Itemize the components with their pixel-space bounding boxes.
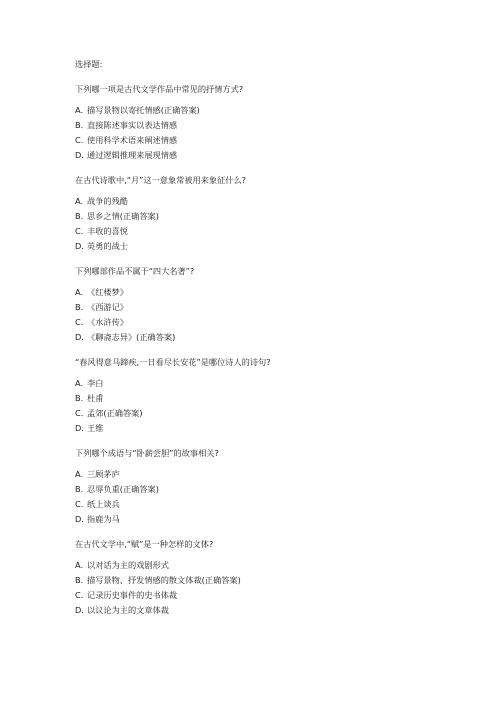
option-item: [75, 315, 475, 330]
question-block-6: [75, 537, 475, 618]
option-text: 《红楼梦》: [87, 287, 128, 297]
option-text: 通过逻辑推理来展现情感: [87, 150, 178, 160]
option-text: 《西游记》: [87, 302, 128, 312]
option-letter: D.: [75, 605, 84, 615]
question-text: 下列哪部作品不属于“四大名著”?: [75, 266, 195, 276]
option-letter: D.: [75, 332, 84, 342]
option-letter: A.: [75, 469, 84, 479]
option-item: [75, 224, 475, 239]
option-letter: A.: [75, 287, 84, 297]
option-letter: C.: [75, 408, 84, 418]
option-item: [75, 588, 475, 603]
option-item: [75, 133, 475, 148]
option-item: [75, 194, 475, 209]
option-letter: B.: [75, 211, 84, 221]
option-letter: D.: [75, 423, 84, 433]
question-block-2: [75, 173, 475, 254]
option-item: [75, 118, 475, 133]
option-letter: C.: [75, 135, 84, 145]
option-letter: B.: [75, 575, 84, 585]
option-item: [75, 239, 475, 254]
option-text: 描写景物、抒发情感的散文体裁(正确答案): [87, 575, 241, 585]
option-text: 三顾茅庐: [87, 469, 120, 479]
option-text: 《聊斋志异》(正确答案): [87, 332, 176, 342]
option-list: [75, 376, 475, 436]
option-text: 英勇的战士: [87, 241, 128, 251]
option-item: [75, 391, 475, 406]
option-text: 王维: [87, 423, 104, 433]
option-letter: B.: [75, 484, 84, 494]
option-item: [75, 573, 475, 588]
option-text: 《水浒传》: [87, 317, 128, 327]
option-item: [75, 376, 475, 391]
option-letter: B.: [75, 120, 84, 130]
option-letter: D.: [75, 150, 84, 160]
question-text: “春风得意马蹄疾,一日看尽长安花”是哪位诗人的诗句?: [75, 357, 271, 367]
option-letter: D.: [75, 514, 84, 524]
option-list: [75, 103, 475, 163]
option-text: 以议论为主的文章体裁: [87, 605, 169, 615]
option-text: 忍辱负重(正确答案): [87, 484, 159, 494]
option-list: [75, 558, 475, 618]
option-text: 李白: [87, 378, 104, 388]
option-text: 直接陈述事实以表达情感: [87, 120, 178, 130]
question-text: 在古代文学中,“赋”是一种怎样的文体?: [75, 539, 214, 549]
option-letter: B.: [75, 393, 84, 403]
document-page: [75, 57, 475, 628]
option-item: [75, 148, 475, 163]
option-text: 纸上谈兵: [87, 499, 120, 509]
option-item: [75, 421, 475, 436]
option-list: [75, 467, 475, 527]
question-block-4: [75, 355, 475, 436]
option-item: [75, 209, 475, 224]
question-block-3: [75, 264, 475, 345]
option-letter: C.: [75, 590, 84, 600]
option-text: 以对话为主的戏剧形式: [87, 560, 169, 570]
option-text: 孟郊(正确答案): [87, 408, 143, 418]
option-item: [75, 330, 475, 345]
option-text: 使用科学术语来阐述情感: [87, 135, 178, 145]
option-text: 思乡之情(正确答案): [87, 211, 159, 221]
question-block-1: [75, 82, 475, 163]
option-list: [75, 285, 475, 345]
option-text: 杜甫: [87, 393, 104, 403]
option-letter: A.: [75, 560, 84, 570]
question-text: 下列哪个成语与“卧薪尝胆”的故事相关?: [75, 448, 219, 458]
option-letter: C.: [75, 317, 84, 327]
option-letter: A.: [75, 378, 84, 388]
option-letter: A.: [75, 105, 84, 115]
option-text: 丰收的喜悦: [87, 226, 128, 236]
option-item: [75, 558, 475, 573]
option-text: 战争的残酷: [87, 196, 128, 206]
option-letter: D.: [75, 241, 84, 251]
option-item: [75, 603, 475, 618]
option-item: [75, 300, 475, 315]
option-item: [75, 482, 475, 497]
option-list: [75, 194, 475, 254]
option-letter: C.: [75, 499, 84, 509]
question-text: 在古代诗歌中,“月”这一意象常被用来象征什么?: [75, 175, 246, 185]
option-item: [75, 467, 475, 482]
option-letter: C.: [75, 226, 84, 236]
question-block-5: [75, 446, 475, 527]
section-heading: 选择题:: [75, 59, 103, 69]
option-text: 记录历史事件的史书体裁: [87, 590, 178, 600]
option-text: 指鹿为马: [87, 514, 120, 524]
option-text: 描写景物以寄托情感(正确答案): [87, 105, 200, 115]
option-letter: B.: [75, 302, 84, 312]
question-text: 下列哪一项是古代文学作品中常见的抒情方式?: [75, 84, 244, 94]
option-item: [75, 512, 475, 527]
option-item: [75, 406, 475, 421]
option-item: [75, 285, 475, 300]
option-item: [75, 103, 475, 118]
option-item: [75, 497, 475, 512]
option-letter: A.: [75, 196, 84, 206]
